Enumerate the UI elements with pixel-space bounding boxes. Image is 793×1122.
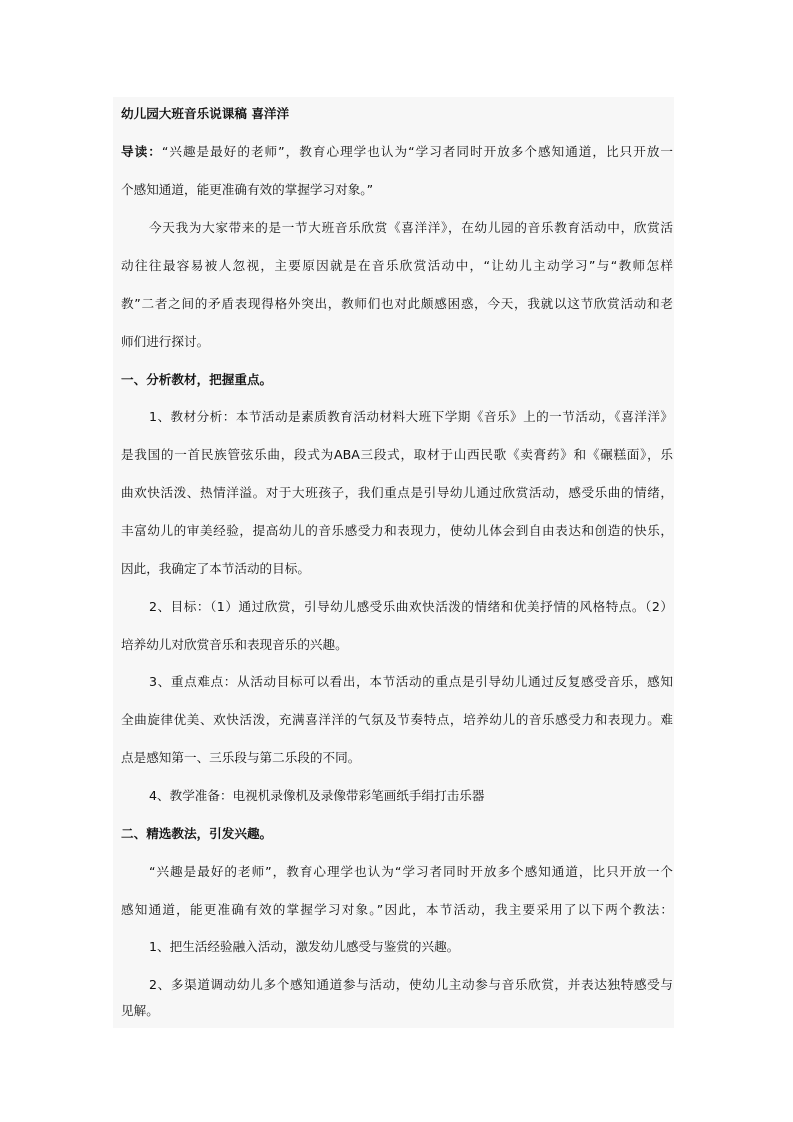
text-line: 3、重点难点：从活动目标可以看出，本节活动的重点是引导幼儿通过反复感受音乐，感知 (149, 674, 673, 689)
text-line: 4、教学准备：电视机录像机及录像带彩笔画纸手绢打击乐器 (149, 788, 485, 803)
text-line: 是我国的一首民族管弦乐曲，段式为ABA三段式，取材于山西民歌《卖膏药》和《碾糕面》，乐 (121, 447, 673, 462)
section-heading: 一、分析教材，把握重点。 (121, 372, 273, 387)
text-line: 全曲旋律优美、欢快活泼，充满喜洋洋的气氛及节奏特点，培养幼儿的音乐感受力和表现力。难 (121, 712, 673, 727)
text-line: 动往往最容易被人忽视，主要原因就是在音乐欣赏活动中，“让幼儿主动学习”与“教师怎样 (121, 258, 673, 273)
text-line: 教”二者之间的矛盾表现得格外突出，教师们也对此颇感困惑，今天，我就以这节欣赏活动和老 (121, 296, 673, 311)
text-line: 点是感知第一、三乐段与第二乐段的不同。 (121, 750, 361, 765)
text-line: 师们进行探讨。 (121, 334, 210, 349)
section-heading: 二、精选教法，引发兴趣。 (121, 826, 273, 841)
text-line: 培养幼儿对欣赏音乐和表现音乐的兴趣。 (121, 637, 348, 652)
text-line: 今天我为大家带来的是一节大班音乐欣赏《喜洋洋》，在幼儿园的音乐教育活动中，欣赏活 (149, 220, 673, 235)
text-line: “兴趣是最好的老师”，教育心理学也认为“学习者同时开放多个感知通道，比只开放一 (161, 144, 673, 159)
text-line: 1、把生活经验融入活动，激发幼儿感受与鉴赏的兴趣。 (149, 939, 460, 954)
document-page (113, 97, 674, 1028)
text-line: 见解。 (121, 1003, 159, 1018)
text-line: 丰富幼儿的审美经验，提高幼儿的音乐感受力和表现力，使幼儿体会到自由表达和创造的快乐， (121, 523, 673, 538)
doc-title: 幼儿园大班音乐说课稿 喜洋洋 (121, 106, 290, 121)
text-line: 曲欢快活泼、热情洋溢。对于大班孩子，我们重点是引导幼儿通过欣赏活动，感受乐曲的情绪， (121, 485, 673, 500)
text-line: “兴趣是最好的老师”，教育心理学也认为“学习者同时开放多个感知通道，比只开放一个 (149, 864, 673, 879)
text-line: 个感知通道，能更准确有效的掌握学习对象。” (121, 182, 374, 197)
intro-label: 导读： (121, 144, 162, 159)
text-line: 1、教材分析：本节活动是素质教育活动材料大班下学期《音乐》上的一节活动，《喜洋洋》 (149, 409, 673, 424)
text-line: 感知通道，能更准确有效的掌握学习对象。”因此，本节活动，我主要采用了以下两个教法： (121, 902, 673, 917)
text-line: 因此，我确定了本节活动的目标。 (121, 561, 310, 576)
text-line: 2、目标：（1）通过欣赏，引导幼儿感受乐曲欢快活泼的情绪和优美抒情的风格特点。（2） (149, 599, 673, 614)
text-line: 2、多渠道调动幼儿多个感知通道参与活动，使幼儿主动参与音乐欣赏，并表达独特感受与 (149, 977, 673, 992)
intro-line (121, 142, 673, 162)
